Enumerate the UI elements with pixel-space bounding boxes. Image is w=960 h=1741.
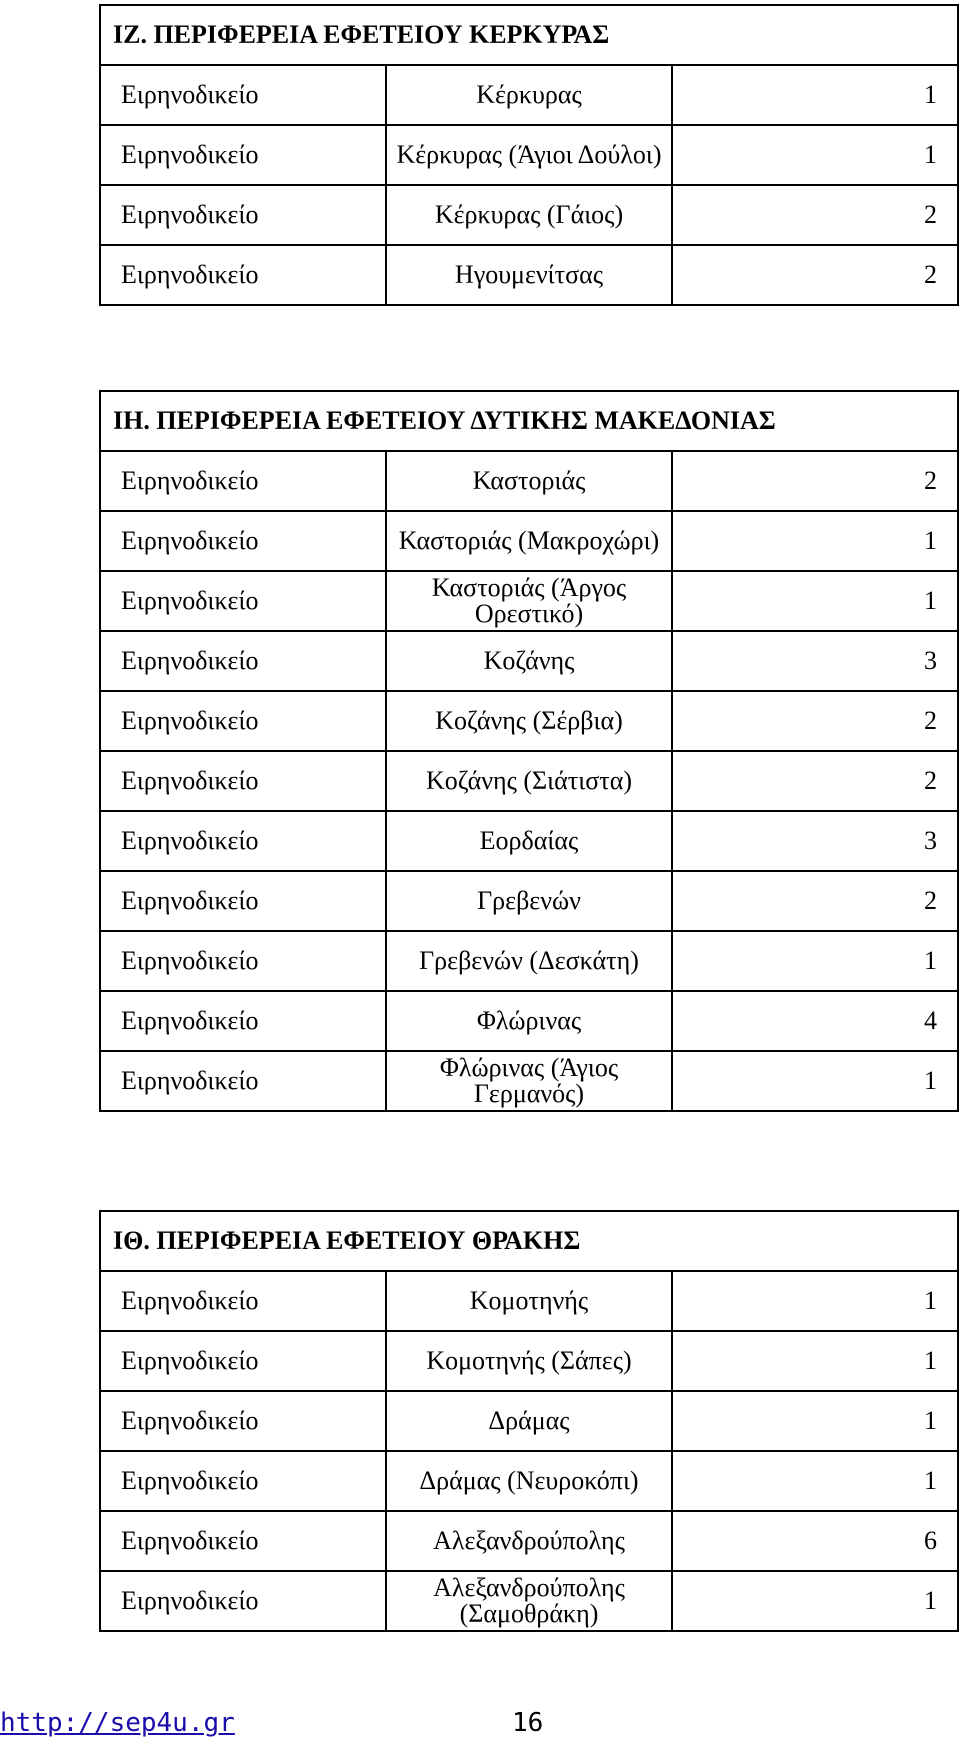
court-table-kerkyra: [99, 4, 959, 306]
table-row: [100, 1331, 958, 1391]
court-location: Αλεξανδρούπολης (Σαμοθράκη): [386, 1571, 672, 1631]
table-row: [100, 1051, 958, 1111]
table-row: [100, 65, 958, 125]
table-row: [100, 871, 958, 931]
court-count: 1: [672, 1391, 958, 1451]
table-row: [100, 931, 958, 991]
court-type: Ειρηνοδικείο: [100, 991, 386, 1051]
court-location: Κοζάνης (Σιάτιστα): [386, 751, 672, 811]
court-type: Ειρηνοδικείο: [100, 451, 386, 511]
court-count: 1: [672, 125, 958, 185]
court-type: Ειρηνοδικείο: [100, 185, 386, 245]
court-location: Αλεξανδρούπολης: [386, 1511, 672, 1571]
court-location: Γρεβενών (Δεσκάτη): [386, 931, 672, 991]
table-row: [100, 1451, 958, 1511]
table-row: [100, 1571, 958, 1631]
court-type: Ειρηνοδικείο: [100, 691, 386, 751]
table-row: [100, 991, 958, 1051]
court-location: Κέρκυρας: [386, 65, 672, 125]
table-header-row: [100, 5, 958, 65]
court-location: Δράμας: [386, 1391, 672, 1451]
court-type: Ειρηνοδικείο: [100, 125, 386, 185]
court-type: Ειρηνοδικείο: [100, 871, 386, 931]
table-header-row: [100, 1211, 958, 1271]
court-table-thrace: [99, 1210, 959, 1632]
court-location: Δράμας (Νευροκόπι): [386, 1451, 672, 1511]
court-count: 6: [672, 1511, 958, 1571]
table-row: [100, 1391, 958, 1451]
court-type: Ειρηνοδικείο: [100, 1331, 386, 1391]
table-row: [100, 751, 958, 811]
court-type: Ειρηνοδικείο: [100, 571, 386, 631]
section-title: ΙΖ. ΠΕΡΙΦΕΡΕΙΑ ΕΦΕΤΕΙΟΥ ΚΕΡΚΥΡΑΣ: [100, 5, 958, 65]
table-row: [100, 811, 958, 871]
court-type: Ειρηνοδικείο: [100, 245, 386, 305]
table-row: [100, 1511, 958, 1571]
court-count: 4: [672, 991, 958, 1051]
court-type: Ειρηνοδικείο: [100, 811, 386, 871]
court-location: Καστοριάς (Άργος Ορεστικό): [386, 571, 672, 631]
court-type: Ειρηνοδικείο: [100, 1391, 386, 1451]
court-type: Ειρηνοδικείο: [100, 1051, 386, 1111]
table-row: [100, 511, 958, 571]
court-location: Καστοριάς: [386, 451, 672, 511]
court-location: Φλώρινας (Άγιος Γερμανός): [386, 1051, 672, 1111]
court-count: 1: [672, 65, 958, 125]
court-count: 1: [672, 1451, 958, 1511]
court-count: 1: [672, 1051, 958, 1111]
court-count: 2: [672, 451, 958, 511]
court-location: Κοζάνης: [386, 631, 672, 691]
court-table-western-macedonia: [99, 390, 959, 1112]
court-location: Κομοτηνής: [386, 1271, 672, 1331]
court-type: Ειρηνοδικείο: [100, 1271, 386, 1331]
court-type: Ειρηνοδικείο: [100, 65, 386, 125]
court-type: Ειρηνοδικείο: [100, 751, 386, 811]
court-location: Εορδαίας: [386, 811, 672, 871]
court-count: 1: [672, 1331, 958, 1391]
table-row: [100, 571, 958, 631]
court-count: 2: [672, 185, 958, 245]
court-location: Ηγουμενίτσας: [386, 245, 672, 305]
court-count: 1: [672, 1271, 958, 1331]
court-type: Ειρηνοδικείο: [100, 1451, 386, 1511]
court-type: Ειρηνοδικείο: [100, 931, 386, 991]
court-count: 3: [672, 811, 958, 871]
court-location: Φλώρινας: [386, 991, 672, 1051]
page-number: 16: [512, 1708, 544, 1738]
table-row: [100, 451, 958, 511]
court-count: 2: [672, 691, 958, 751]
court-count: 1: [672, 1571, 958, 1631]
page-footer: [0, 1708, 960, 1738]
section-title: ΙΘ. ΠΕΡΙΦΕΡΕΙΑ ΕΦΕΤΕΙΟΥ ΘΡΑΚΗΣ: [100, 1211, 958, 1271]
court-location: Γρεβενών: [386, 871, 672, 931]
table-row: [100, 245, 958, 305]
table-row: [100, 1271, 958, 1331]
section-title: ΙΗ. ΠΕΡΙΦΕΡΕΙΑ ΕΦΕΤΕΙΟΥ ΔΥΤΙΚΗΣ ΜΑΚΕΔΟΝΙΑΣ: [100, 391, 958, 451]
court-count: 1: [672, 931, 958, 991]
court-count: 2: [672, 751, 958, 811]
court-count: 1: [672, 571, 958, 631]
court-count: 2: [672, 871, 958, 931]
court-count: 2: [672, 245, 958, 305]
court-type: Ειρηνοδικείο: [100, 1511, 386, 1571]
court-type: Ειρηνοδικείο: [100, 631, 386, 691]
table-row: [100, 125, 958, 185]
court-type: Ειρηνοδικείο: [100, 1571, 386, 1631]
court-count: 1: [672, 511, 958, 571]
table-row: [100, 185, 958, 245]
court-location: Καστοριάς (Μακροχώρι): [386, 511, 672, 571]
court-count: 3: [672, 631, 958, 691]
table-row: [100, 691, 958, 751]
court-location: Κέρκυρας (Άγιοι Δούλοι): [386, 125, 672, 185]
court-location: Κέρκυρας (Γάιος): [386, 185, 672, 245]
court-location: Κομοτηνής (Σάπες): [386, 1331, 672, 1391]
court-type: Ειρηνοδικείο: [100, 511, 386, 571]
table-header-row: [100, 391, 958, 451]
footer-site-link[interactable]: http://sep4u.gr: [0, 1708, 235, 1738]
table-row: [100, 631, 958, 691]
court-location: Κοζάνης (Σέρβια): [386, 691, 672, 751]
